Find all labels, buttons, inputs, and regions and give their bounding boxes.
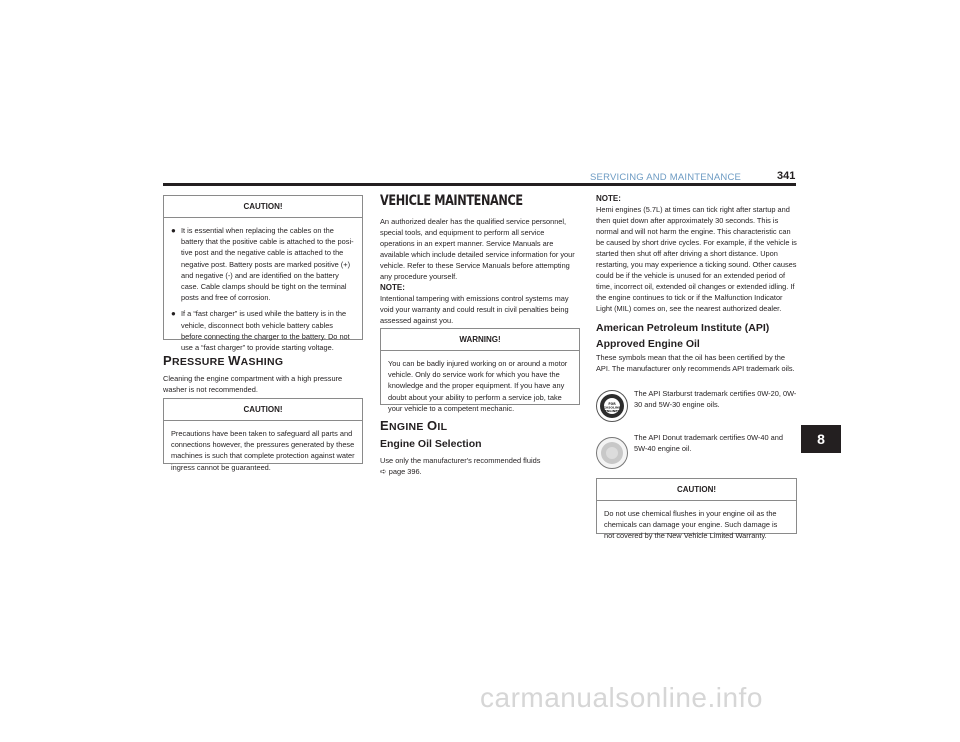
caution-title: CAUTION! [597,479,796,501]
api-body: These symbols mean that the oil has been certified by the API. The manufacturer only recommends API trademark oils. [596,353,795,373]
caution-body: Do not use chemical flushes in your engine oil as the chemicals can damage your engine. Such damage is not covered by the New Vehicle Limited Warranty. [604,509,778,541]
engine-oil-heading: ENGINE OIL [380,418,448,433]
api-heading: American Petroleum Institute (API) Approved Engine Oil [596,322,770,350]
pressure-washing-heading: PRESSURE WASHING [163,353,284,368]
svg-text:ENGINES: ENGINES [604,409,620,413]
note-label: NOTE: [380,283,405,292]
starburst-text: The API Starburst trademark certifies 0W-20, 0W-30 and 5W-30 engine oils. [634,389,797,409]
warning-box [380,328,580,413]
list-item [171,225,355,303]
pressure-washing-body: Cleaning the engine compartment with a high pressure washer is not recommended. [163,374,343,394]
caution-box-pressure [163,398,363,472]
list-item [171,308,355,353]
note-label: NOTE: [596,194,621,203]
warning-title: WARNING! [381,329,579,351]
bullet-icon: ● [171,309,176,319]
chapter-tab: 8 [801,425,841,453]
bullet-icon: ● [171,226,176,235]
caution-title: CAUTION! [164,196,362,218]
bullet-text: If a “fast charger” is used while the battery is in the vehicle, disconnect both vehicle battery cables before connecting the charger to the battery. Do not use a “fast charger” to provide starting voltage. [181,309,350,353]
note-body: Intentional tampering with emissions control systems may void your warranty and could result in civil penalties being assessed against you. [380,294,569,325]
note-body: Hemi engines (5.7L) at times can tick right after startup and then quiet down after approximately 30 seconds. This is normal and will not harm the engine. This characteristic can be caused by short drive cycles. For example, if the vehicle is started then shut off after driving a short distance. Upon restarting, you may experience a ticking sound. Other causes could be if the vehicle is unused for an extended period of time, incorrect oil, extended oil changes or extended idling. If the engine continues to tick or if the Malfunction Indicator Light (MIL) comes on, see the nearest authorized dealer. [596,205,797,313]
api-starburst-logo [596,390,628,422]
caution-title: CAUTION! [164,399,362,421]
oil-selection-heading: Engine Oil Selection [380,438,482,450]
bullet-text: It is essential when replacing the cables on the battery that the positive cable is attached to the posi-tive post and the negative cable is attached to the negative post. Battery posts are marked positive (+) and negative (-) and are identified on the battery case. Cable clamps should be tight on the terminal posts and free of corrosion. [181,226,354,303]
header-rule [163,183,796,186]
section-title: SERVICING AND MAINTENANCE [590,172,742,183]
page-number: 341 [777,170,796,182]
page-link[interactable]: page 396. [388,467,422,476]
page-link-arrow-icon: ➪ [380,467,387,476]
hemi-note [596,193,798,314]
api-donut-logo [596,437,628,469]
vehicle-maintenance-title: VEHICLE MAINTENANCE [380,193,523,209]
svg-text:GASOLINE: GASOLINE [603,405,621,410]
svg-text:FOR: FOR [608,402,616,406]
caution-body: Precautions have been taken to safeguard all parts and connections however, the pressures generated by these machines is such that complete protection against water ingress cannot be guaranteed. [171,429,355,472]
caution-box-oil [596,478,797,541]
maintenance-note [380,282,582,326]
maintenance-intro: An authorized dealer has the qualified service personnel, special tools, and equipment to perform all service operations in an expert manner. Service Manuals are available which include detailed service information for your vehicle. Refer to these Service Manuals before attempting any procedure yourself. [380,217,575,281]
warning-body: You can be badly injured working on or around a motor vehicle. Only do service work for which you have the knowledge and the proper equipment. If you have any doubt about your ability to perform a service job, take your vehicle to a competent mechanic. [388,359,568,413]
caution-box-battery [163,195,363,353]
oil-selection-body: Use only the manufacturer's recommended fluids ➪ page 396. [380,456,541,476]
donut-text: The API Donut trademark certifies 0W-40 and 5W-40 engine oil. [634,433,783,453]
watermark: carmanualsonline.info [480,682,763,713]
